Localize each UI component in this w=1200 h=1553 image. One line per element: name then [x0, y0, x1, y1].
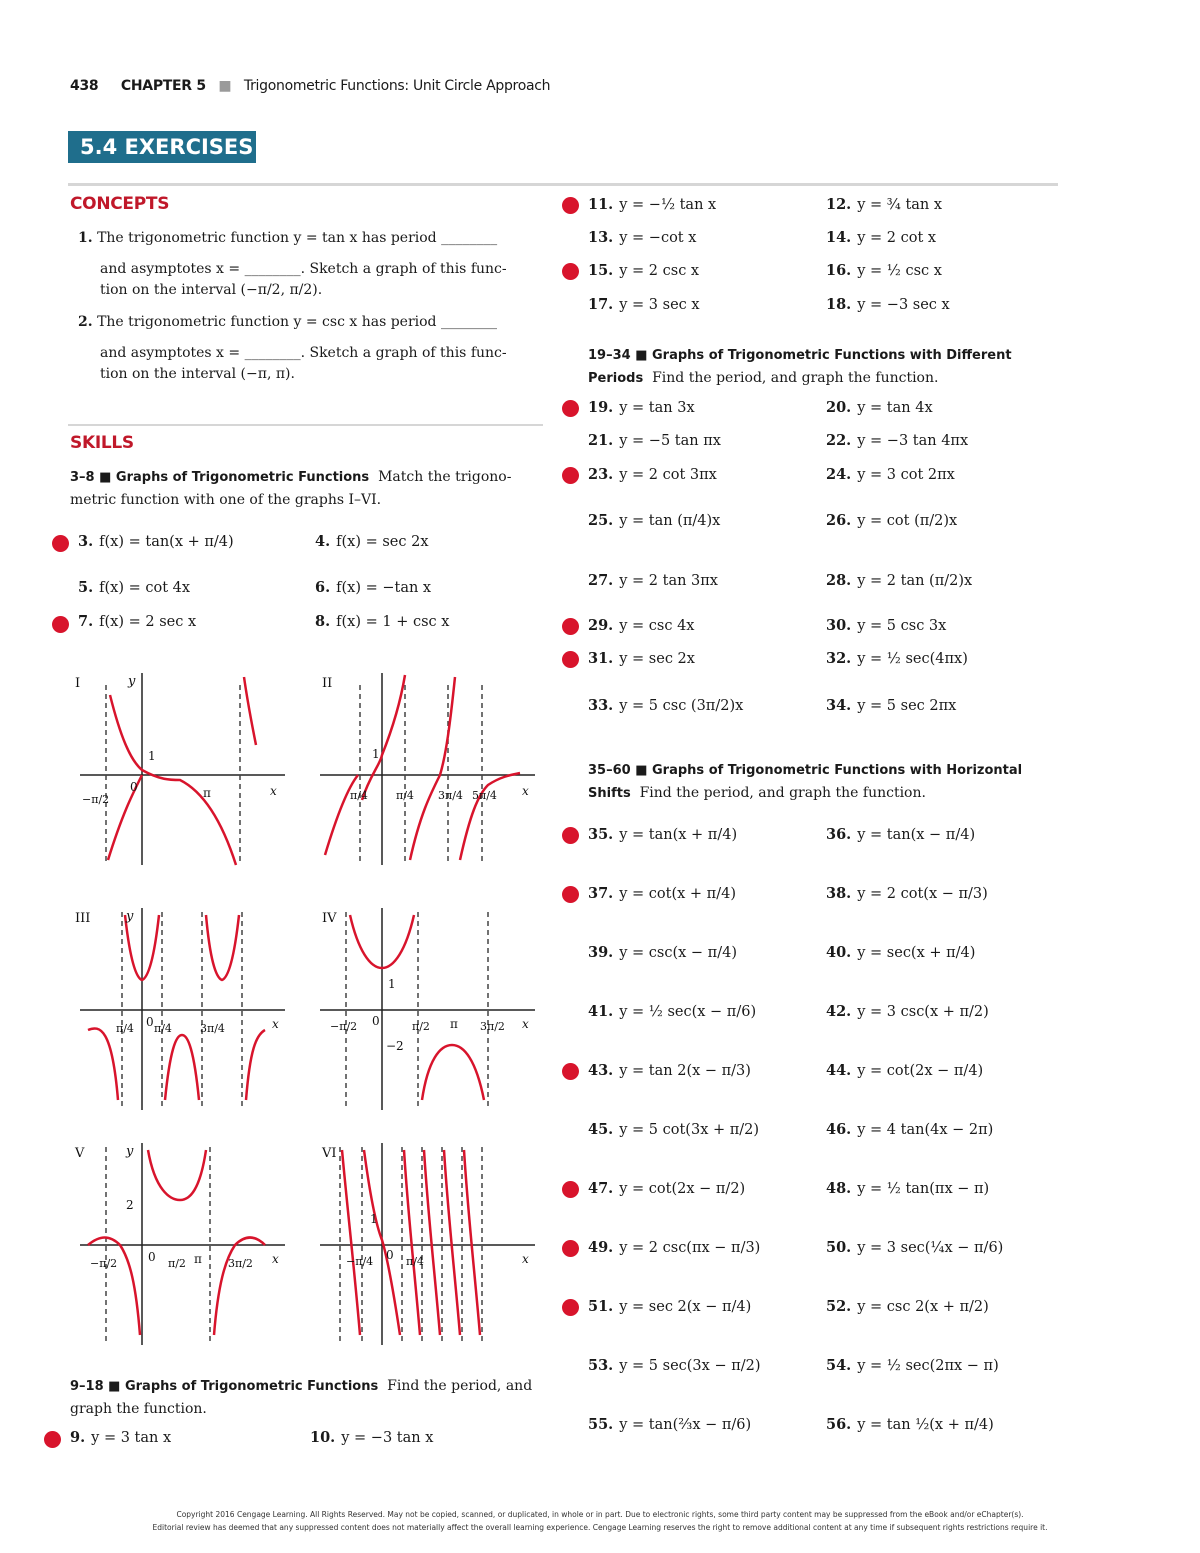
exercise-6: 6. f(x) = −tan x — [315, 579, 432, 596]
exercise-item: 43. y = tan 2(x − π/3) — [588, 1062, 751, 1079]
graph-II — [320, 673, 535, 865]
exercise-item: 55. y = tan(⅔x − π/6) — [588, 1416, 752, 1433]
tick-label: 0 — [146, 1015, 154, 1029]
exercise-item: 34. y = 5 sec 2πx — [826, 697, 957, 714]
marker-dot — [562, 1240, 579, 1257]
exercise-item: 47. y = cot(2x − π/2) — [588, 1180, 746, 1197]
exercise-item: 50. y = 3 sec(¼x − π/6) — [826, 1239, 1004, 1256]
curve — [424, 1150, 440, 1335]
x-axis-label: x — [522, 1017, 529, 1031]
tick-label: 2 — [126, 1198, 134, 1212]
curve — [148, 1150, 206, 1200]
exercise-item: 46. y = 4 tan(4x − 2π) — [826, 1121, 994, 1138]
exercise-item: 56. y = tan ½(x + π/4) — [826, 1416, 994, 1433]
exercise-item: 49. y = 2 csc(πx − π/3) — [588, 1239, 761, 1256]
x-axis-label: x — [272, 1017, 279, 1031]
section-3-8-heading — [70, 466, 545, 511]
concept-item-2 — [78, 312, 548, 385]
exercise-8: 8. f(x) = 1 + csc x — [315, 613, 450, 630]
tick-label: π/2 — [412, 1020, 430, 1033]
divider-mid — [68, 424, 543, 426]
concept-item-1 — [78, 228, 548, 301]
graph-label-IV: IV — [322, 911, 337, 926]
marker-dot — [44, 1431, 61, 1448]
section-9-18-range: 9–18 ■ Graphs of Trigonometric Functions — [70, 1379, 379, 1394]
exercise-item: 44. y = cot(2x − π/4) — [826, 1062, 984, 1079]
concept-2-number: 2. — [78, 314, 93, 330]
exercise-5: 5. f(x) = cot 4x — [78, 579, 191, 596]
graph-I — [75, 673, 285, 865]
marker-dot — [52, 535, 69, 552]
exercise-item: 25. y = tan (π/4)x — [588, 512, 721, 529]
exercise-item: 45. y = 5 cot(3x + π/2) — [588, 1121, 760, 1138]
tick-label: π — [203, 786, 211, 800]
exercise-4: 4. f(x) = sec 2x — [315, 533, 429, 550]
skills-heading: SKILLS — [70, 433, 134, 453]
tick-label: −2 — [386, 1039, 404, 1053]
marker-dot — [562, 886, 579, 903]
curve — [88, 1238, 140, 1336]
tick-label: −π/2 — [82, 793, 110, 806]
section-19-34-range-2: Periods — [588, 371, 644, 386]
exercise-item: 53. y = 5 sec(3x − π/2) — [588, 1357, 761, 1374]
exercise-7: 7. f(x) = 2 sec x — [78, 613, 197, 630]
exercise-item: 27. y = 2 tan 3πx — [588, 572, 718, 589]
tick-label: 0 — [386, 1248, 394, 1262]
tick-label: π — [194, 1252, 202, 1266]
page-number: 438 — [70, 78, 99, 94]
marker-dot — [52, 616, 69, 633]
exercise-3: 3. f(x) = tan(x + π/4) — [78, 533, 234, 550]
graph-label-V: V — [75, 1146, 85, 1161]
concepts-heading: CONCEPTS — [70, 194, 170, 214]
graphs-panel — [60, 665, 550, 1355]
tick-label: π — [450, 1017, 458, 1031]
curve — [422, 1045, 484, 1100]
curve — [165, 1035, 199, 1100]
exercise-item: 54. y = ½ sec(2πx − π) — [826, 1357, 999, 1374]
exercise-item: 30. y = 5 csc 3x — [826, 617, 947, 634]
exercise-item: 29. y = csc 4x — [588, 617, 695, 634]
exercise-item: 38. y = 2 cot(x − π/3) — [826, 885, 988, 902]
header-separator: ■ — [218, 78, 232, 94]
exercise-item: 19. y = tan 3x — [588, 399, 695, 416]
tick-label: π/4 — [154, 1022, 172, 1035]
section-35-60-range-2: Shifts — [588, 786, 631, 801]
curve — [460, 773, 520, 860]
section-19-34-heading — [588, 345, 1058, 390]
exercise-item: 37. y = cot(x + π/4) — [588, 885, 736, 902]
exercise-item: 24. y = 3 cot 2πx — [826, 466, 955, 483]
tick-label: π/4 — [406, 1255, 424, 1268]
curve — [246, 1030, 265, 1100]
tick-label: 0 — [148, 1250, 156, 1264]
tick-label: π/2 — [168, 1257, 186, 1270]
tick-label: −π/2 — [90, 1257, 118, 1270]
curve — [244, 677, 256, 745]
exercise-14: 14. y = 2 cot x — [826, 229, 937, 246]
curve — [110, 695, 236, 865]
concept-2-line1: The trigonometric function y = csc x has period ________ — [97, 314, 497, 330]
marker-dot — [562, 197, 579, 214]
marker-dot — [562, 651, 579, 668]
exercise-18: 18. y = −3 sec x — [826, 296, 950, 313]
exercise-item: 32. y = ½ sec(4πx) — [826, 650, 968, 667]
section-9-18-instructions-2: graph the function. — [70, 1401, 207, 1417]
curve — [325, 775, 358, 855]
concept-1-number: 1. — [78, 230, 93, 246]
concept-2-line2: and asymptotes x = ________. Sketch a graph of this func- — [100, 345, 507, 361]
curve — [444, 1150, 460, 1335]
marker-dot — [562, 400, 579, 417]
marker-dot — [562, 618, 579, 635]
marker-dot — [562, 1181, 579, 1198]
y-axis-label: y — [126, 909, 134, 924]
exercise-item: 21. y = −5 tan πx — [588, 432, 721, 449]
tick-label: −π/4 — [346, 1255, 374, 1268]
tick-label: 1 — [148, 749, 156, 763]
section-3-8-range: 3–8 ■ Graphs of Trigonometric Functions — [70, 470, 370, 485]
concept-2-line3: tion on the interval (−π, π). — [100, 366, 295, 382]
curve — [342, 1150, 360, 1335]
exercise-item: 35. y = tan(x + π/4) — [588, 826, 738, 843]
curve — [404, 1150, 420, 1335]
tick-label: 3π/2 — [480, 1020, 505, 1033]
section-19-34-instructions: Find the period, and graph the function. — [652, 370, 939, 386]
section-35-60-instructions: Find the period, and graph the function. — [639, 785, 926, 801]
exercise-11: 11. y = −½ tan x — [588, 196, 717, 213]
graph-V — [74, 1143, 285, 1345]
tick-label: π/4 — [116, 1022, 134, 1035]
graph-VI — [320, 1143, 535, 1345]
exercise-17: 17. y = 3 sec x — [588, 296, 700, 313]
section-35-60-heading — [588, 760, 1058, 805]
x-axis-label: x — [522, 784, 529, 798]
tick-label: π/4 — [396, 789, 414, 802]
exercise-item: 31. y = sec 2x — [588, 650, 695, 667]
marker-dot — [562, 1299, 579, 1316]
exercise-10: 10. y = −3 tan x — [310, 1429, 434, 1446]
section-banner: 5.4 EXERCISES — [68, 131, 256, 163]
tick-label: 5π/4 — [472, 789, 497, 802]
copyright-line-1: Copyright 2016 Cengage Learning. All Rights Reserved. May not be copied, scanned, or duplicated, in whole or in part. Due to electronic rights, some third party content may be suppressed from the eBook and/or eChapter(s). — [176, 1510, 1024, 1519]
curve — [206, 915, 239, 980]
section-19-34-range: 19–34 ■ Graphs of Trigonometric Functions with Different — [588, 348, 1012, 363]
exercise-item: 40. y = sec(x + π/4) — [826, 944, 976, 961]
exercise-item: 42. y = 3 csc(x + π/2) — [826, 1003, 989, 1020]
exercise-16: 16. y = ½ csc x — [826, 262, 942, 279]
exercise-item: 22. y = −3 tan 4πx — [826, 432, 969, 449]
graph-IV — [320, 908, 535, 1110]
exercise-item: 28. y = 2 tan (π/2)x — [826, 572, 973, 589]
curve — [362, 675, 405, 800]
curve — [88, 1028, 118, 1100]
exercise-item: 23. y = 2 cot 3πx — [588, 466, 717, 483]
section-9-18-heading — [70, 1375, 545, 1420]
concept-1-line2: and asymptotes x = ________. Sketch a graph of this func- — [100, 261, 507, 277]
curve — [464, 1150, 480, 1335]
concept-1-line1: The trigonometric function y = tan x has period ________ — [97, 230, 498, 246]
divider-top — [68, 183, 1058, 186]
y-axis-label: y — [128, 674, 136, 689]
exercise-item: 36. y = tan(x − π/4) — [826, 826, 976, 843]
exercise-13: 13. y = −cot x — [588, 229, 697, 246]
marker-dot — [562, 263, 579, 280]
graph-label-III: III — [75, 911, 91, 926]
tick-label: 1 — [388, 977, 396, 991]
exercise-item: 52. y = csc 2(x + π/2) — [826, 1298, 989, 1315]
marker-dot — [562, 827, 579, 844]
section-9-18-instructions: Find the period, and — [387, 1378, 533, 1394]
running-header — [70, 78, 550, 94]
tick-label: π/4 — [350, 789, 368, 802]
tick-label: 1 — [370, 1212, 378, 1226]
graph-label-VI: VI — [322, 1146, 337, 1161]
exercise-item: 48. y = ½ tan(πx − π) — [826, 1180, 990, 1197]
tick-label: 3π/4 — [438, 789, 463, 802]
y-axis-label: y — [126, 1144, 134, 1159]
exercise-item: 39. y = csc(x − π/4) — [588, 944, 737, 961]
section-35-60-range: 35–60 ■ Graphs of Trigonometric Functions with Horizontal — [588, 763, 1023, 778]
tick-label: −π/2 — [330, 1020, 358, 1033]
tick-label: 3π/2 — [228, 1257, 253, 1270]
exercise-12: 12. y = ¾ tan x — [826, 196, 943, 213]
exercise-item: 20. y = tan 4x — [826, 399, 933, 416]
section-3-8-instructions-2: metric function with one of the graphs I–VI. — [70, 492, 382, 508]
marker-dot — [562, 467, 579, 484]
exercise-item: 33. y = 5 csc (3π/2)x — [588, 697, 744, 714]
curve — [214, 1238, 265, 1336]
copyright-line-2: Editorial review has deemed that any suppressed content does not materially affect the overall learning experience. Cengage Learning reserves the right to remove additional content at any time if subsequent rights restrictions require it. — [152, 1523, 1048, 1532]
exercise-item: 51. y = sec 2(x − π/4) — [588, 1298, 752, 1315]
exercise-15: 15. y = 2 csc x — [588, 262, 700, 279]
graph-label-I: I — [75, 676, 81, 691]
section-3-8-instructions: Match the trigono- — [378, 469, 512, 485]
exercise-9: 9. y = 3 tan x — [70, 1429, 172, 1446]
exercise-item: 26. y = cot (π/2)x — [826, 512, 958, 529]
exercise-item: 41. y = ½ sec(x − π/6) — [588, 1003, 757, 1020]
concept-1-line3: tion on the interval (−π/2, π/2). — [100, 282, 323, 298]
x-axis-label: x — [522, 1252, 529, 1266]
chapter-title: Trigonometric Functions: Unit Circle Approach — [243, 78, 551, 94]
tick-label: 3π/4 — [200, 1022, 225, 1035]
chapter-label: CHAPTER 5 — [120, 78, 206, 94]
x-axis-label: x — [270, 784, 277, 798]
tick-label: 1 — [372, 747, 380, 761]
marker-dot — [562, 1063, 579, 1080]
graph-label-II: II — [322, 676, 333, 691]
tick-label: 0 — [130, 780, 138, 794]
tick-label: 0 — [372, 1014, 380, 1028]
graph-III — [75, 908, 285, 1110]
x-axis-label: x — [272, 1252, 279, 1266]
